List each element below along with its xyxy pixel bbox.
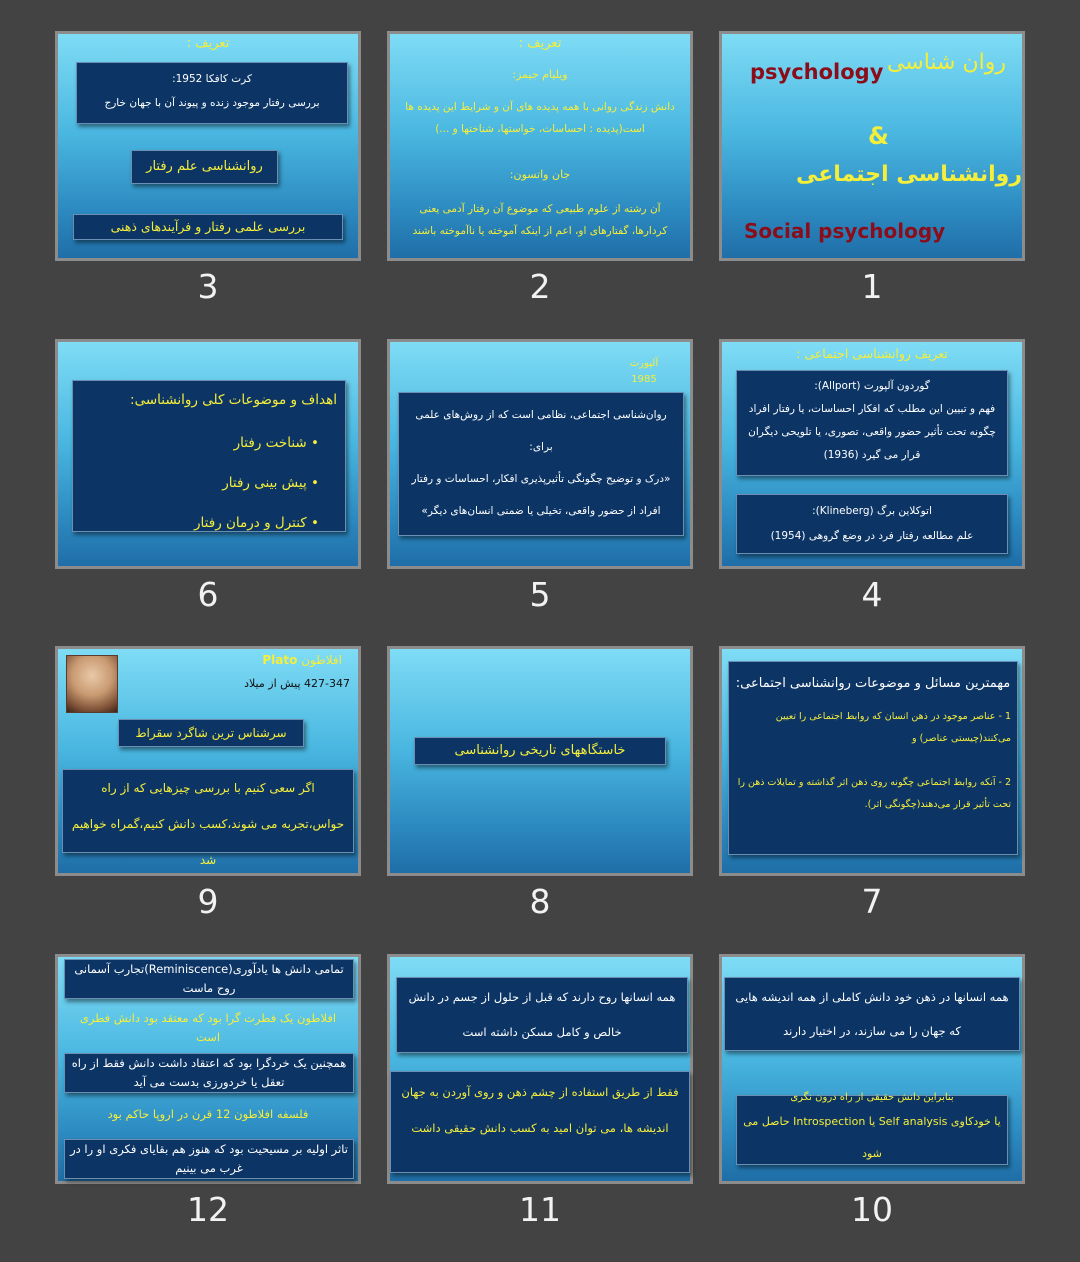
slide-9-name-en: Plato [262,653,298,667]
slide-number-4: 4 [861,575,883,614]
slide-2-text-2: آن رشته از علوم طبیعی که موضوع آن رفتار آدمی یعنی کردارها، گفتارهای او، اعم از اینکه آموخته یا ناآموخته باشند [412,203,668,237]
slide-6[interactable] [55,339,361,569]
slide-8-box: خاستگاههای تاریخی روانشناسی [414,737,666,765]
slide-6-item-2: • پیش بینی رفتار [73,463,319,503]
slide-3-title: تعریف : [186,36,230,51]
slide-1-en-subtitle: Social psychology [744,219,946,243]
slide-2[interactable] [387,31,693,261]
slide-7-item-2: 2 - آنکه روابط اجتماعی چگونه روی ذهن اثر گذاشته و تمایلات ذهن را تحت تأثیر قرار می‌دهند(چگونگی اثر). [737,777,1011,810]
slide-thumb-8[interactable] [387,646,693,954]
slide-3[interactable] [55,31,361,261]
slide-number-7: 7 [861,882,883,921]
slide-4[interactable] [719,339,1025,569]
slide-3-box-1-line-2: بررسی رفتار موجود زنده و پیوند آن با جهان خارج [104,97,320,109]
slide-number-6: 6 [197,575,219,614]
slide-9-name [262,653,342,667]
slide-6-box [72,380,346,532]
slide-1[interactable] [719,31,1025,261]
slide-8[interactable] [387,646,693,876]
slide-number-2: 2 [529,267,551,306]
slide-2-title: تعریف : [518,36,562,51]
slide-number-10: 10 [851,1190,893,1229]
slide-12-box-5: تاثر اولیه بر مسیحیت بود که هنوز هم بقایای فکری او را در غرب می بینیم [64,1139,354,1179]
slide-3-box-3: بررسی علمی رفتار و فرآیندهای ذهنی [73,214,343,240]
slide-5-box [398,392,684,536]
slide-4-box-2-name: اتوکلاین برگ (Klineberg): [812,505,932,517]
slide-thumb-5[interactable] [387,339,693,647]
slide-12-text-4: فلسفه افلاطون 12 قرن در اروپا حاکم بود [107,1107,309,1121]
slide-9[interactable] [55,646,361,876]
slide-6-list [73,423,337,543]
slide-6-heading: اهداف و موضوعات کلی روانشناسی: [130,392,337,408]
slide-number-11: 11 [519,1190,561,1229]
slide-1-en-title: psychology [750,60,884,84]
slide-5-line-2: «درک و توضیح چگونگی تأثیرپذیری افکار، احساسات و رفتار افراد از حضور واقعی، تخیلی یا ضمنی انسان‌های دیگر» [411,473,671,517]
slide-6-item-3: • کنترل و درمان رفتار [73,503,319,543]
slide-thumb-7[interactable] [719,646,1025,954]
slide-1-fa-title: روان شناسی [886,50,1006,75]
slide-thumb-10[interactable] [719,954,1025,1262]
slide-4-box-1 [736,370,1008,476]
slide-10-box-2-line-2: یا خودکاوی Self analysis یا Introspection حاصل می شود [743,1115,1001,1160]
slide-1-ampersand: & [868,122,889,150]
slide-number-1: 1 [861,267,883,306]
slide-12-text-2: افلاطون یک فطرت گرا بود که معتقد بود دانش فطری است [79,1011,337,1044]
slide-9-box-1: سرشناس ترین شاگرد سقراط [118,719,304,747]
slide-thumb-6[interactable] [55,339,361,647]
slide-11-box-2: فقط از طریق استفاده از چشم ذهن و روی آوردن به جهان اندیشه ها، می توان امید به کسب دانش حقیقی داشت [390,1071,690,1173]
slide-9-name-fa: افلاطون [301,653,342,667]
slide-thumb-12[interactable] [55,954,361,1262]
slide-9-dates: 427-347 پیش از میلاد [244,677,350,690]
slide-5[interactable] [387,339,693,569]
slide-number-9: 9 [197,882,219,921]
slide-thumb-11[interactable] [387,954,693,1262]
slide-11[interactable] [387,954,693,1184]
slide-11-box-1: همه انسانها روح دارند که قبل از حلول از جسم در دانش خالص و کامل مسکن داشته است [396,977,688,1053]
slide-number-3: 3 [197,267,219,306]
slide-5-line-1: روان‌شناسی اجتماعی، نظامی است که از روش‌های علمی برای: [415,409,667,453]
slide-5-corner-label: آلپورت 1985 [629,358,659,385]
slide-number-12: 12 [187,1190,229,1229]
slide-4-box-1-text: فهم و تبیین این مطلب که افکار احساسات، یا رفتار افراد چگونه تحت تأثیر حضور واقعی، تصوری، یا تلویحی دیگران قرار می گیرد (1936) [748,403,996,461]
slide-2-text-1: دانش زندگی روانی با همه پدیده های آن و شرایط این پدیده ها است(پدیده : احساسات، خواستها، شناختها و ...) [405,101,675,135]
slide-4-title: تعریف روانشناسی اجتماعی : [796,346,948,361]
slide-12-box-1: تمامی دانش ها یادآوری(Reminiscence)تجارب آسمانی روح ماست [64,959,354,999]
slide-thumb-4[interactable] [719,339,1025,647]
slide-10-box-2 [736,1092,1008,1165]
slide-7-box [728,661,1018,855]
slide-3-box-2: روانشناسی علم رفتار [131,150,278,184]
slide-2-name-2: جان واتسون: [509,168,571,181]
slide-thumb-1[interactable] [719,31,1025,339]
slide-4-box-2 [736,494,1008,554]
slide-number-8: 8 [529,882,551,921]
slide-6-item-1: • شناخت رفتار [73,423,319,463]
slide-10-box-2-line-1: بنابراین دانش حقیقی از راه درون نگری [790,1092,954,1103]
slide-1-fa-subtitle: روانشناسی اجتماعی [796,162,1022,187]
slide-thumb-3[interactable] [55,31,361,339]
slide-thumb-9[interactable] [55,646,361,954]
slide-2-name-1: ویلیام جیمز: [512,68,568,81]
slide-10[interactable] [719,954,1025,1184]
slide-thumb-2[interactable] [387,31,693,339]
slide-7-item-1: 1 - عناصر موجود در ذهن انسان که روابط اجتماعی را تعیین می‌کنند(چیستی عناصر) و [775,711,1011,744]
plato-portrait [66,655,118,713]
slide-12[interactable] [55,954,361,1184]
slide-7-heading: مهمترین مسائل و موضوعات روانشناسی اجتماعی: [735,676,1011,691]
slide-12-box-3: همچنین یک خردگرا بود که اعتقاد داشت دانش فقط از راه تعقل یا خردورزی بدست می آید [64,1053,354,1093]
slide-3-box-1 [76,62,348,124]
slide-10-box-1: همه انسانها در ذهن خود دانش کاملی از همه اندیشه هایی که جهان را می سازند، در اختیار دارند [724,977,1020,1051]
slide-4-box-2-text: علم مطالعه رفتار فرد در وضع گروهی (1954) [770,530,974,542]
slide-4-box-1-name: گوردون آلپورت (Allport): [814,380,930,392]
slide-9-box-2: اگر سعی کنیم با بررسی چیزهایی که از راه حواس،تجربه می شوند،کسب دانش کنیم،گمراه خواهیم شد [62,769,354,853]
slide-7[interactable] [719,646,1025,876]
slide-3-box-1-line-1: کرت کافکا 1952: [172,73,252,85]
slide-number-5: 5 [529,575,551,614]
